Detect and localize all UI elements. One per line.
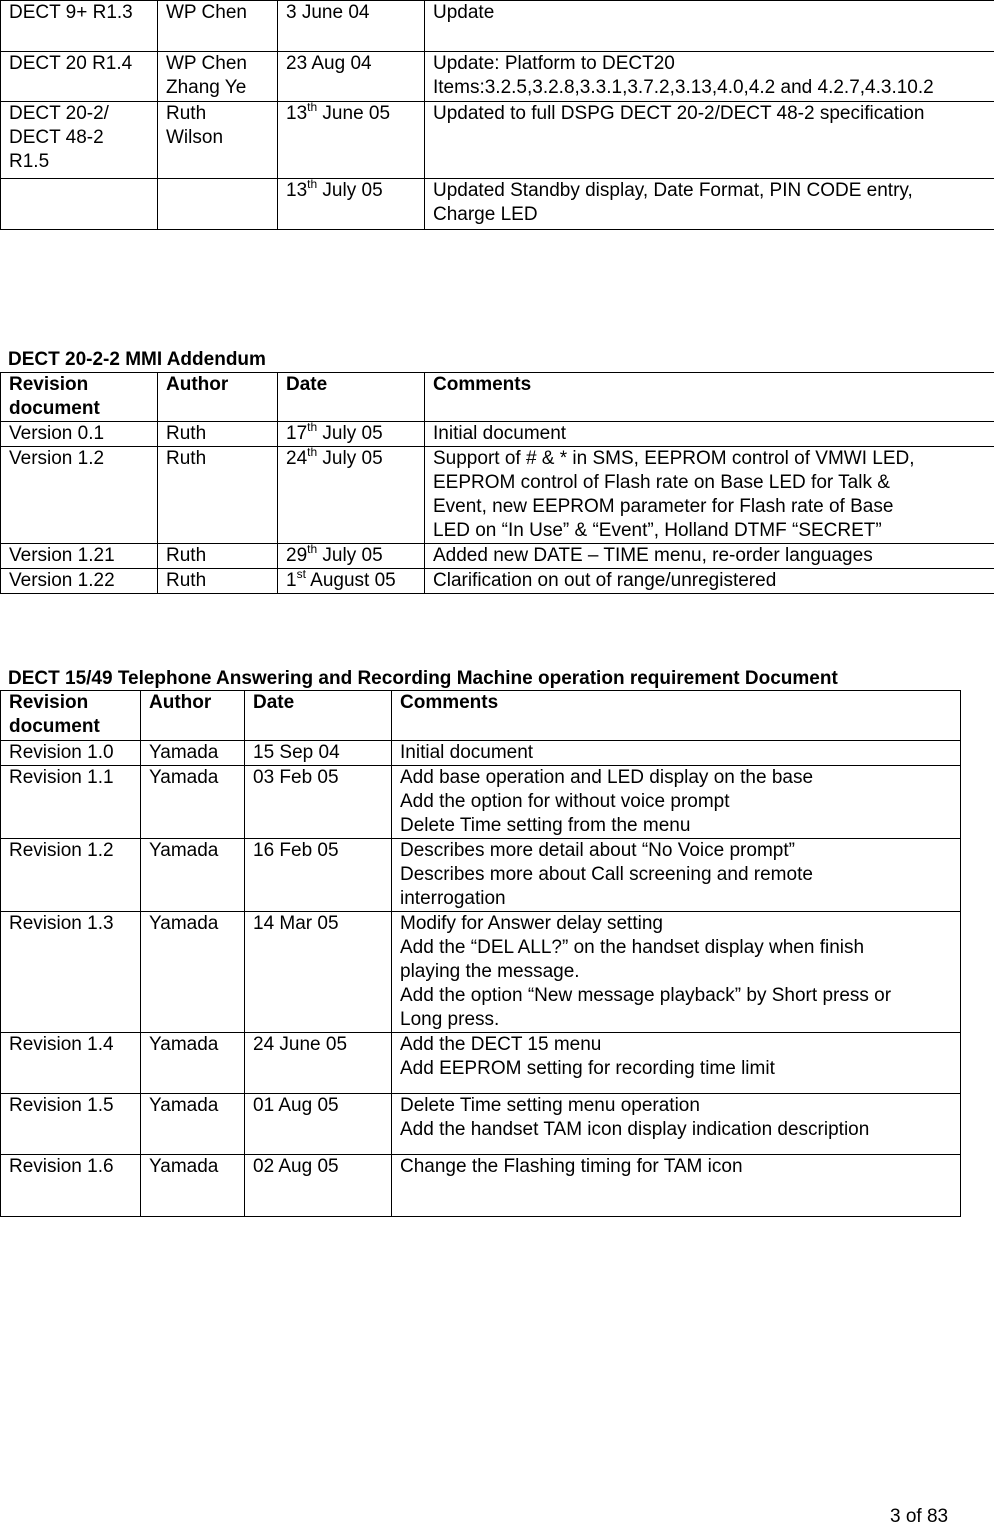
doc-cell: Version 1.2 (1, 447, 158, 544)
date-cell: 17th July 05 (278, 422, 425, 447)
doc-cell: Revision 1.0 (1, 741, 141, 766)
date-cell: 3 June 04 (278, 1, 425, 52)
comments-cell: Delete Time setting menu operation Add the handset TAM icon display indication description (392, 1094, 961, 1155)
date-cell: 13th June 05 (278, 102, 425, 179)
doc-cell: Revision 1.6 (1, 1155, 141, 1217)
author-cell: Ruth Wilson (158, 102, 278, 179)
comments-cell: Modify for Answer delay setting Add the “DEL ALL?” on the handset display when finish playing the message. Add the option “New message playback” by Short press or Long press. (392, 912, 961, 1033)
comments-cell: Updated Standby display, Date Format, PIN CODE entry, Charge LED (425, 179, 994, 230)
doc-cell: Version 0.1 (1, 422, 158, 447)
author-cell: Yamada (141, 741, 245, 766)
header-comments: Comments (392, 691, 961, 741)
comments-cell: Update: Platform to DECT20 Items:3.2.5,3.2.8,3.3.1,3.7.2,3.13,4.0,4.2 and 4.2.7,4.3.10.2 (425, 52, 994, 102)
mmi-addendum-table (0, 372, 994, 594)
page-number: 3 of 83 (890, 1506, 948, 1528)
table-row (1, 102, 994, 179)
doc-cell: Version 1.22 (1, 569, 158, 594)
doc-cell: Revision 1.3 (1, 912, 141, 1033)
doc-cell: Revision 1.1 (1, 766, 141, 839)
header-date: Date (245, 691, 392, 741)
table-row (1, 912, 961, 1033)
author-cell: Ruth (158, 422, 278, 447)
doc-cell (1, 179, 158, 230)
doc-cell: DECT 9+ R1.3 (1, 1, 158, 52)
table-row (1, 422, 994, 447)
date-cell: 02 Aug 05 (245, 1155, 392, 1217)
table-row (1, 569, 994, 594)
doc-cell: DECT 20 R1.4 (1, 52, 158, 102)
table-row (1, 52, 994, 102)
table-row (1, 1, 994, 52)
doc-cell: Version 1.21 (1, 544, 158, 569)
table-row (1, 179, 994, 230)
date-cell: 24th July 05 (278, 447, 425, 544)
section-title-tam-requirement: DECT 15/49 Telephone Answering and Recording Machine operation requirement Document (8, 668, 838, 690)
date-cell: 14 Mar 05 (245, 912, 392, 1033)
date-cell: 29th July 05 (278, 544, 425, 569)
doc-cell: Revision 1.2 (1, 839, 141, 912)
comments-cell: Clarification on out of range/unregistered (425, 569, 994, 594)
table-header-row (1, 373, 994, 422)
header-author: Author (158, 373, 278, 422)
author-cell: Yamada (141, 1094, 245, 1155)
date-cell: 1st August 05 (278, 569, 425, 594)
table-row (1, 839, 961, 912)
author-cell: Yamada (141, 1033, 245, 1094)
comments-cell: Add base operation and LED display on the base Add the option for without voice prompt Delete Time setting from the menu (392, 766, 961, 839)
table-row (1, 741, 961, 766)
date-cell: 01 Aug 05 (245, 1094, 392, 1155)
comments-cell: Added new DATE – TIME menu, re-order languages (425, 544, 994, 569)
doc-cell: Revision 1.5 (1, 1094, 141, 1155)
comments-cell: Updated to full DSPG DECT 20-2/DECT 48-2 specification (425, 102, 994, 179)
author-cell: Yamada (141, 766, 245, 839)
header-comments: Comments (425, 373, 994, 422)
revision-history-table (0, 0, 994, 230)
comments-cell: Describes more detail about “No Voice prompt” Describes more about Call screening and remote interrogation (392, 839, 961, 912)
section-title-mmi-addendum: DECT 20-2-2 MMI Addendum (8, 349, 266, 371)
comments-cell: Change the Flashing timing for TAM icon (392, 1155, 961, 1217)
table-row (1, 447, 994, 544)
author-cell: Yamada (141, 839, 245, 912)
table-row (1, 766, 961, 839)
author-cell (158, 179, 278, 230)
header-date: Date (278, 373, 425, 422)
date-cell: 15 Sep 04 (245, 741, 392, 766)
table-row (1, 1155, 961, 1217)
author-cell: Yamada (141, 1155, 245, 1217)
date-cell: 16 Feb 05 (245, 839, 392, 912)
header-author: Author (141, 691, 245, 741)
comments-cell: Initial document (425, 422, 994, 447)
comments-cell: Add the DECT 15 menu Add EEPROM setting for recording time limit (392, 1033, 961, 1094)
table-row (1, 1094, 961, 1155)
table-row (1, 544, 994, 569)
author-cell: Ruth (158, 447, 278, 544)
tam-requirement-table (0, 690, 961, 1217)
author-cell: Ruth (158, 569, 278, 594)
comments-cell: Update (425, 1, 994, 52)
comments-cell: Initial document (392, 741, 961, 766)
date-cell: 03 Feb 05 (245, 766, 392, 839)
table-row (1, 1033, 961, 1094)
author-cell: WP Chen (158, 1, 278, 52)
author-cell: WP Chen Zhang Ye (158, 52, 278, 102)
date-cell: 23 Aug 04 (278, 52, 425, 102)
header-revision-document: Revision document (1, 691, 141, 741)
comments-cell: Support of # & * in SMS, EEPROM control of VMWI LED, EEPROM control of Flash rate on Base LED for Talk & Event, new EEPROM parameter for Flash rate of Base LED on “In Use” & “Event”, Holland DTMF “SECRET” (425, 447, 994, 544)
header-revision-document: Revision document (1, 373, 158, 422)
doc-cell: DECT 20-2/ DECT 48-2 R1.5 (1, 102, 158, 179)
author-cell: Ruth (158, 544, 278, 569)
doc-cell: Revision 1.4 (1, 1033, 141, 1094)
table-header-row (1, 691, 961, 741)
author-cell: Yamada (141, 912, 245, 1033)
date-cell: 13th July 05 (278, 179, 425, 230)
date-cell: 24 June 05 (245, 1033, 392, 1094)
